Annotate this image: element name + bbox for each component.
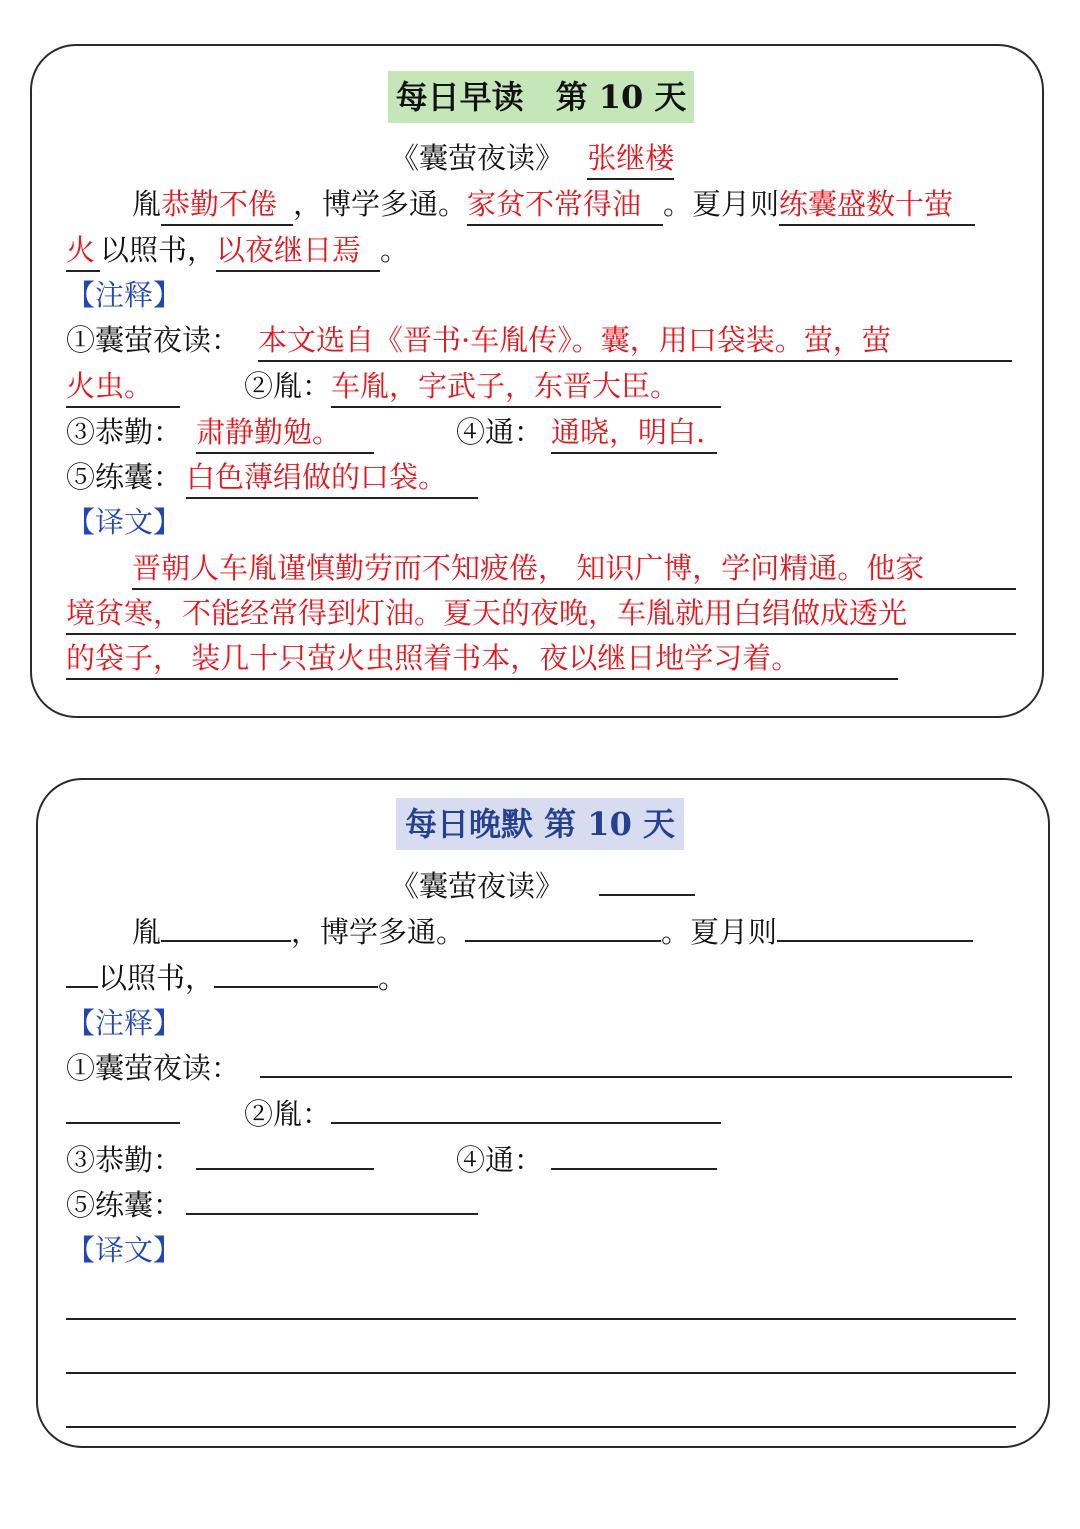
note-label: ⑤练囊：: [66, 460, 183, 494]
note-answer: 白色薄绢做的口袋。: [186, 459, 478, 499]
morning-translation-line-3: [66, 636, 898, 680]
morning-text-line-1: [132, 182, 975, 226]
note-label: ①囊萤夜读：: [66, 1051, 241, 1085]
morning-title: 每日早读 第 10 天: [388, 71, 694, 123]
note-label: ⑤练囊：: [66, 1188, 183, 1222]
translation-writing-line: [66, 1372, 1016, 1374]
morning-translation-line-2: [66, 591, 1016, 635]
text-segment: 。: [380, 233, 410, 267]
morning-notes-label: 【注释】: [66, 278, 183, 312]
note-label: ②胤：: [244, 369, 332, 403]
author-name: 张继楼: [587, 140, 674, 180]
translation-text: 境贫寒，不能经常得到灯油。夏天的夜晚，车胤就用白绢做成透光: [66, 595, 1016, 635]
note-blank: [66, 1092, 180, 1124]
evening-note-5: [66, 1183, 478, 1227]
note-label: ③恭勤：: [66, 1143, 183, 1177]
text-segment: 。夏月则: [661, 915, 778, 949]
note-answer: 火虫。: [66, 368, 180, 408]
text-blank-answer: 家贫不常得油: [467, 186, 663, 226]
evening-note-3-4: [66, 1138, 717, 1182]
note-blank: [196, 1138, 374, 1170]
morning-note-1-cont-and-2: [66, 364, 721, 408]
evening-poem-heading: [390, 864, 695, 908]
text-blank-answer: 练囊盛数十萤: [779, 186, 975, 226]
text-segment: 以照书，: [98, 961, 215, 995]
morning-note-1: [66, 318, 1012, 362]
text-blank-answer: 火: [66, 232, 100, 272]
text-segment: 胤: [132, 915, 162, 949]
morning-translation-line-1: [132, 546, 1016, 590]
note-blank: [331, 1092, 721, 1124]
text-blank: [777, 910, 973, 942]
morning-note-3-4: [66, 410, 717, 454]
morning-text-line-2: [66, 228, 409, 272]
text-segment: 。: [378, 961, 408, 995]
text-segment: 胤: [132, 187, 162, 221]
text-segment: 。夏月则: [663, 187, 780, 221]
text-blank: [66, 956, 98, 988]
note-answer: 车胤，字武子，东晋大臣。: [331, 368, 721, 408]
text-blank: [161, 910, 291, 942]
note-label: ④通：: [456, 415, 544, 449]
note-blank: [260, 1046, 1012, 1078]
translation-text: 的袋子， 装几十只萤火虫照着书本，夜以继日地学习着。: [66, 640, 898, 680]
note-answer: 肃静勤勉。: [196, 414, 374, 454]
poem-title: 《囊萤夜读》: [390, 869, 565, 903]
note-label: ③恭勤：: [66, 415, 183, 449]
note-label: ②胤：: [244, 1097, 332, 1131]
evening-title: 每日晚默 第 10 天: [396, 798, 684, 850]
morning-note-5: [66, 455, 478, 499]
text-blank: [465, 910, 661, 942]
translation-writing-line: [66, 1318, 1016, 1320]
note-blank: [186, 1183, 478, 1215]
text-blank: [214, 956, 378, 988]
evening-note-1-cont-and-2: [66, 1092, 721, 1136]
evening-note-1: [66, 1046, 1012, 1090]
text-blank-answer: 以夜继日焉: [216, 232, 380, 272]
note-label: ①囊萤夜读：: [66, 323, 241, 357]
evening-translation-label: 【译文】: [66, 1233, 183, 1267]
evening-text-line-1: [132, 910, 973, 954]
evening-text-line-2: [66, 956, 407, 1000]
text-blank-answer: 恭勤不倦: [161, 186, 293, 226]
translation-text: 晋朝人车胤谨慎勤劳而不知疲倦， 知识广博，学问精通。他家: [132, 550, 1016, 590]
note-answer: 本文选自《晋书·车胤传》。囊，用口袋装。萤，萤: [258, 322, 1012, 362]
translation-writing-line: [66, 1426, 1016, 1428]
text-segment: 以照书，: [100, 233, 217, 267]
text-segment: ，博学多通。: [291, 915, 466, 949]
text-segment: ，博学多通。: [293, 187, 468, 221]
note-blank: [551, 1138, 717, 1170]
morning-translation-label: 【译文】: [66, 505, 183, 539]
evening-notes-label: 【注释】: [66, 1006, 183, 1040]
note-label: ④通：: [456, 1143, 544, 1177]
morning-poem-heading: [390, 136, 674, 180]
note-answer: 通晓，明白.: [551, 414, 717, 454]
poem-title: 《囊萤夜读》: [390, 141, 565, 175]
author-blank: [599, 864, 695, 896]
